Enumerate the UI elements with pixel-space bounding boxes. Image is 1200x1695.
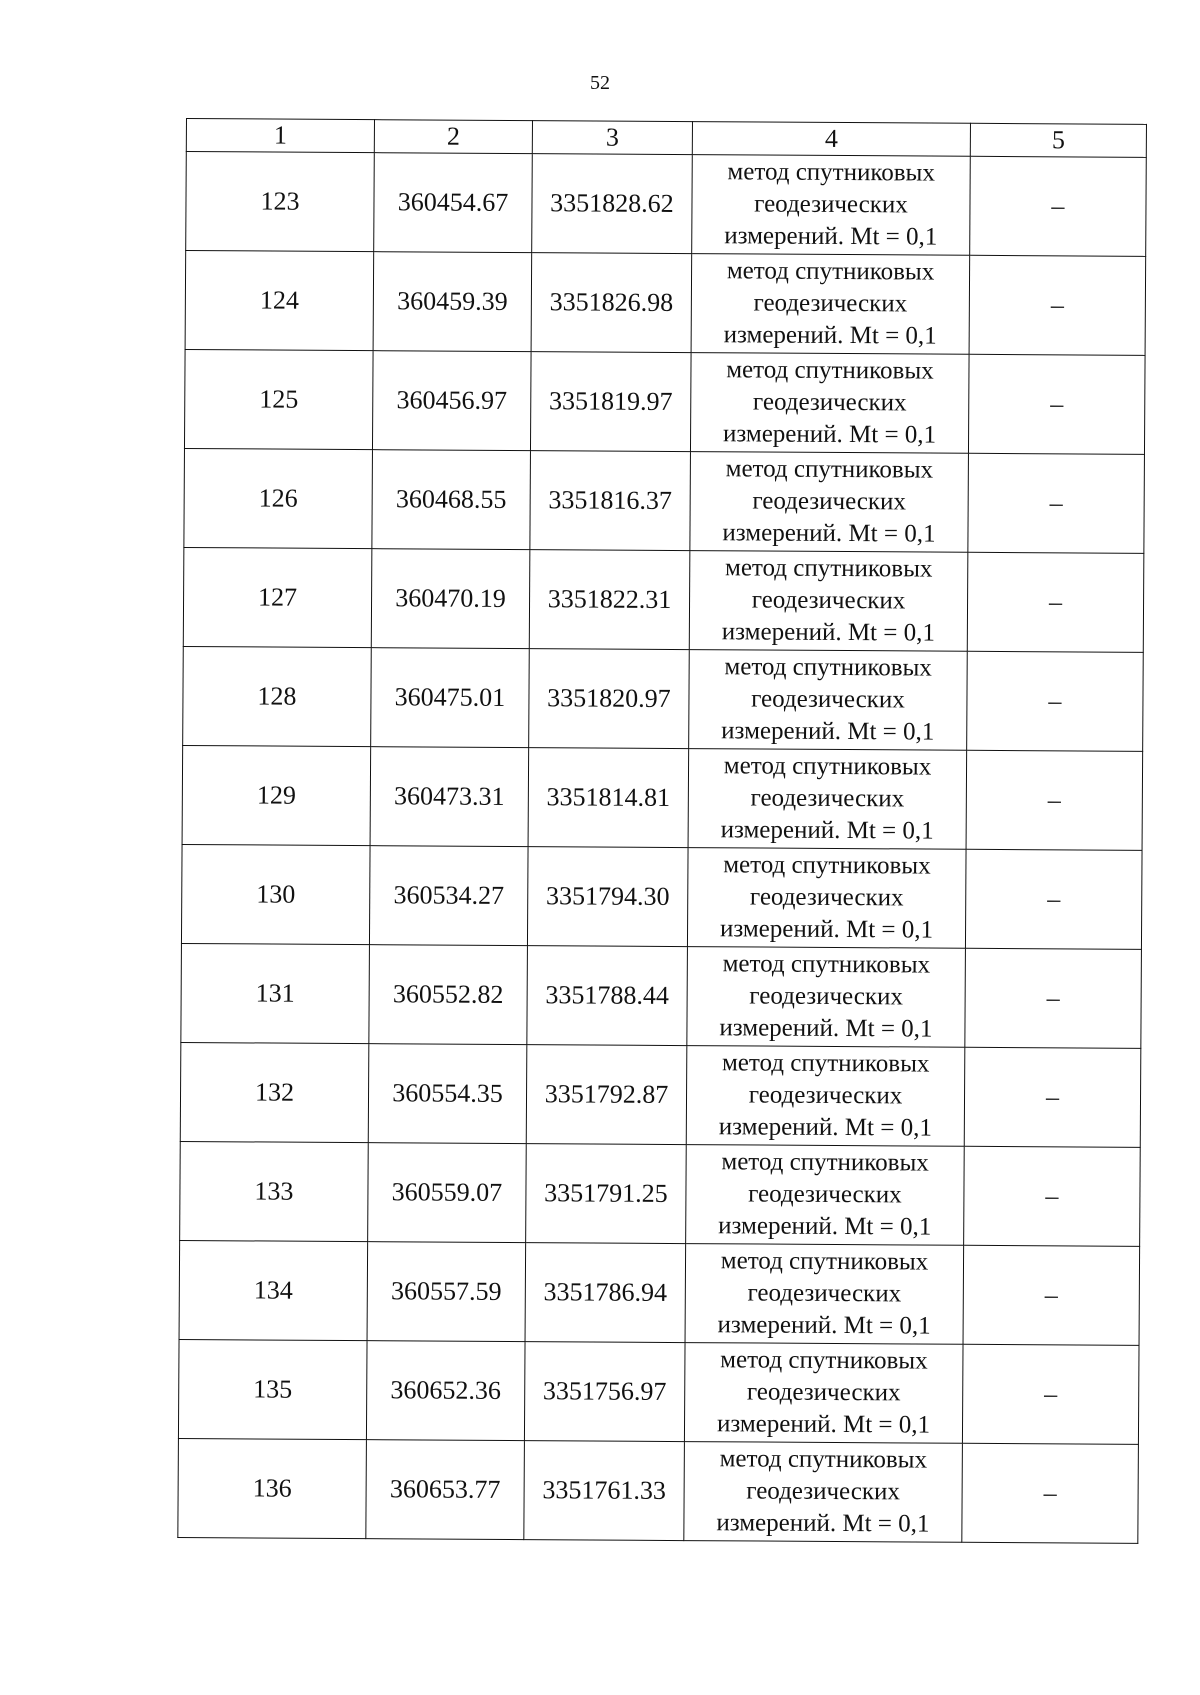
note-cell: – — [967, 651, 1144, 751]
method-line: геодезических — [752, 487, 907, 516]
table-row — [184, 448, 1145, 553]
method-line: измерений. Mt = 0,1 — [723, 321, 937, 350]
method-line: метод спутниковых — [720, 1346, 928, 1375]
x-coordinate-cell: 360554.35 — [368, 1044, 527, 1144]
x-coordinate-cell: 360473.31 — [370, 747, 529, 847]
y-coordinate-cell: 3351788.44 — [527, 946, 688, 1046]
x-coordinate-cell: 360557.59 — [367, 1242, 526, 1342]
note-cell: – — [970, 156, 1147, 256]
method-line: метод спутниковых — [724, 653, 932, 682]
x-coordinate-cell: 360470.19 — [371, 549, 530, 649]
note-cell: – — [966, 750, 1143, 850]
note-cell: – — [968, 354, 1145, 454]
y-coordinate-cell: 3351794.30 — [527, 847, 688, 947]
point-number-cell: 133 — [180, 1141, 369, 1241]
method-line: геодезических — [754, 190, 908, 219]
note-cell: – — [962, 1344, 1139, 1444]
header-cell-2: 2 — [374, 120, 532, 154]
method-cell — [687, 848, 966, 949]
y-coordinate-cell: 3351820.97 — [529, 649, 690, 749]
table-row — [183, 547, 1144, 652]
table-row — [179, 1240, 1140, 1345]
x-coordinate-cell: 360475.01 — [371, 648, 530, 748]
method-line: геодезических — [749, 883, 904, 912]
method-cell — [692, 155, 971, 256]
method-line: измерений. Mt = 0,1 — [717, 1311, 931, 1340]
point-number-cell: 132 — [180, 1042, 369, 1142]
x-coordinate-cell: 360652.36 — [366, 1341, 525, 1441]
note-cell: – — [963, 1245, 1140, 1345]
method-cell — [690, 353, 969, 454]
method-cell — [686, 1145, 965, 1246]
point-number-cell: 129 — [182, 745, 371, 845]
note-cell: – — [962, 1443, 1139, 1543]
point-number-cell: 125 — [184, 349, 373, 449]
method-cell — [689, 650, 968, 751]
method-line: геодезических — [748, 1081, 903, 1110]
y-coordinate-cell: 3351822.31 — [529, 550, 690, 650]
x-coordinate-cell: 360456.97 — [372, 351, 531, 451]
method-line: геодезических — [753, 289, 908, 318]
point-number-cell: 126 — [184, 448, 373, 548]
method-cell — [689, 551, 968, 652]
x-coordinate-cell: 360459.39 — [373, 252, 532, 352]
note-cell: – — [969, 255, 1146, 355]
point-number-cell: 130 — [181, 844, 370, 944]
table-row — [185, 251, 1146, 356]
method-cell — [690, 452, 969, 553]
table-row — [180, 1141, 1141, 1246]
y-coordinate-cell: 3351761.33 — [524, 1441, 685, 1541]
method-line: измерений. Mt = 0,1 — [719, 1014, 933, 1043]
x-coordinate-cell: 360468.55 — [372, 450, 531, 550]
method-line: измерений. Mt = 0,1 — [720, 816, 934, 845]
table-row — [182, 745, 1143, 850]
method-line: метод спутниковых — [726, 356, 934, 385]
method-line: измерений. Mt = 0,1 — [718, 1113, 932, 1142]
table-row — [178, 1438, 1139, 1543]
y-coordinate-cell: 3351826.98 — [531, 253, 692, 353]
method-line: измерений. Mt = 0,1 — [721, 717, 935, 746]
method-line: геодезических — [747, 1279, 902, 1308]
method-line: метод спутниковых — [724, 554, 933, 583]
y-coordinate-cell: 3351791.25 — [526, 1144, 687, 1244]
y-coordinate-cell: 3351814.81 — [528, 748, 689, 848]
method-line: измерений. Mt = 0,1 — [721, 618, 935, 647]
header-cell-1: 1 — [186, 119, 374, 153]
point-number-cell: 127 — [183, 547, 372, 647]
y-coordinate-cell: 3351828.62 — [532, 154, 693, 254]
table-row — [183, 646, 1144, 751]
table-row — [181, 844, 1142, 949]
method-line: метод спутниковых — [721, 1148, 929, 1177]
point-number-cell: 128 — [183, 646, 372, 746]
point-number-cell: 135 — [178, 1339, 367, 1439]
method-line: геодезических — [746, 1477, 901, 1506]
point-number-cell: 134 — [179, 1240, 368, 1340]
method-line: геодезических — [746, 1378, 901, 1407]
method-line: метод спутниковых — [720, 1247, 929, 1276]
note-cell: – — [964, 1047, 1141, 1147]
x-coordinate-cell: 360552.82 — [369, 945, 528, 1045]
x-coordinate-cell: 360534.27 — [369, 846, 528, 946]
point-number-cell: 123 — [186, 152, 375, 252]
method-line: измерений. Mt = 0,1 — [716, 1509, 930, 1538]
table-body — [178, 152, 1146, 1544]
x-coordinate-cell: 360454.67 — [374, 153, 533, 253]
table-row — [180, 1042, 1141, 1147]
method-line: измерений. Mt = 0,1 — [722, 420, 937, 449]
method-line: измерений. Mt = 0,1 — [724, 222, 938, 251]
method-line: метод спутниковых — [723, 752, 932, 781]
method-line: измерений. Mt = 0,1 — [716, 1410, 931, 1439]
method-line: геодезических — [748, 1180, 902, 1209]
method-cell — [686, 1046, 965, 1147]
method-line: геодезических — [749, 982, 904, 1011]
method-line: измерений. Mt = 0,1 — [718, 1212, 932, 1241]
method-cell — [687, 947, 966, 1048]
method-cell — [684, 1442, 963, 1543]
table-row — [181, 943, 1142, 1048]
table-row — [184, 349, 1145, 454]
y-coordinate-cell: 3351792.87 — [526, 1045, 687, 1145]
method-line: геодезических — [750, 784, 905, 813]
point-number-cell: 131 — [181, 943, 370, 1043]
x-coordinate-cell: 360559.07 — [368, 1143, 527, 1243]
note-cell: – — [965, 849, 1142, 949]
y-coordinate-cell: 3351819.97 — [530, 352, 691, 452]
method-line: измерений. Mt = 0,1 — [719, 915, 934, 944]
x-coordinate-cell: 360653.77 — [366, 1440, 525, 1540]
point-number-cell: 136 — [178, 1438, 367, 1538]
method-cell — [684, 1343, 963, 1444]
page-number: 52 — [590, 72, 610, 94]
method-line: метод спутниковых — [727, 158, 935, 187]
method-line: метод спутниковых — [723, 851, 931, 880]
coordinates-table — [177, 118, 1147, 1544]
method-line: геодезических — [752, 388, 907, 417]
method-cell — [688, 749, 967, 850]
header-cell-4: 4 — [692, 122, 970, 157]
note-cell: – — [967, 552, 1144, 652]
method-line: геодезических — [751, 685, 905, 714]
y-coordinate-cell: 3351756.97 — [524, 1342, 685, 1442]
method-line: метод спутниковых — [722, 950, 931, 979]
y-coordinate-cell: 3351816.37 — [530, 451, 691, 551]
header-cell-5: 5 — [970, 123, 1146, 157]
y-coordinate-cell: 3351786.94 — [525, 1243, 686, 1343]
table-row — [186, 152, 1147, 257]
point-number-cell: 124 — [185, 251, 374, 351]
method-line: метод спутниковых — [719, 1445, 928, 1474]
method-cell — [691, 254, 970, 355]
note-cell: – — [965, 948, 1142, 1048]
method-line: метод спутниковых — [721, 1049, 930, 1078]
note-cell: – — [964, 1146, 1141, 1246]
method-line: геодезических — [751, 586, 906, 615]
method-line: метод спутниковых — [725, 455, 934, 484]
note-cell: – — [968, 453, 1145, 553]
method-line: измерений. Mt = 0,1 — [722, 519, 936, 548]
method-cell — [685, 1244, 964, 1345]
header-cell-3: 3 — [532, 121, 692, 155]
method-line: метод спутниковых — [726, 257, 935, 286]
table-row — [178, 1339, 1139, 1444]
